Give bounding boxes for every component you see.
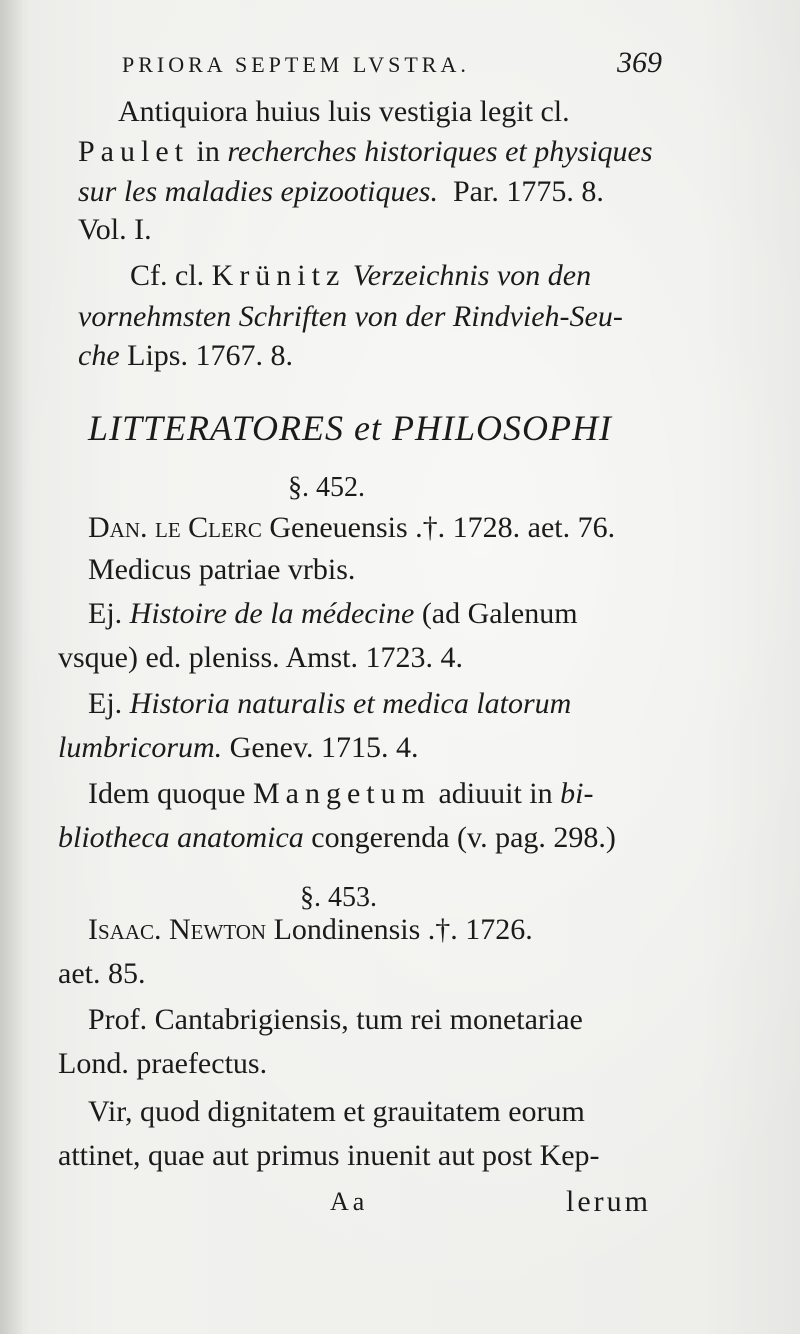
text-segment: Genev. 1715. 4.	[222, 731, 419, 764]
text-line	[58, 1046, 267, 1082]
text-line	[88, 596, 578, 632]
text-segment: Antiquiora huius luis vestigia legit cl.	[118, 95, 570, 128]
text-segment: Cf. cl.	[130, 259, 212, 292]
text-segment: in	[189, 135, 228, 168]
author-name: Paulet	[78, 135, 189, 168]
book-title: bliotheca anatomica	[58, 821, 304, 854]
text-segment: Idem quoque	[88, 777, 253, 810]
text-line	[118, 94, 570, 130]
text-line	[88, 510, 615, 546]
text-segment: congerenda (v. pag. 298.)	[303, 821, 616, 854]
text-segment: attinet, quae aut primus inuenit aut post Kep-	[58, 1139, 600, 1172]
text-segment: Vol. I.	[78, 213, 152, 246]
text-line	[78, 174, 604, 210]
text-segment: adiuuit in	[430, 777, 561, 810]
person-name: Dan. le Clerc	[88, 511, 262, 544]
page-number: 369	[617, 46, 662, 79]
text-line	[88, 1094, 585, 1130]
page-gutter	[0, 0, 22, 1334]
text-segment: Geneuensis .†. 1728. aet. 76.	[261, 511, 616, 544]
running-title: PRIORA SEPTEM LVSTRA.	[122, 52, 470, 77]
text-line	[88, 1002, 583, 1038]
text-line	[78, 134, 653, 170]
text-line	[58, 640, 463, 676]
text-segment: Prof. Cantabrigiensis, tum rei monetariae	[88, 1003, 583, 1036]
book-title: vornehmsten Schriften von der Rindvieh-Seu-	[78, 300, 623, 333]
section-title: LITTERATORES et PHILOSOPHI	[88, 408, 612, 448]
book-title: recherches historiques et physiques	[227, 135, 653, 168]
paragraph-mark: §. 453.	[300, 882, 377, 913]
text-line	[78, 212, 152, 248]
text-line	[88, 686, 571, 722]
text-line	[88, 552, 355, 588]
paragraph-mark: §. 452.	[288, 472, 365, 503]
text-segment: Vir, quod dignitatem et grauitatem eorum	[88, 1095, 585, 1128]
text-segment: Ej.	[88, 687, 130, 720]
person-name: Isaac. Newton	[88, 913, 267, 946]
text-line	[58, 820, 616, 856]
text-segment: Par. 1775. 8.	[438, 175, 604, 208]
text-line	[78, 338, 293, 374]
book-title: sur les maladies epizootiques.	[78, 175, 438, 208]
text-segment	[345, 259, 353, 292]
book-title: Histoire de la médecine	[129, 597, 415, 630]
text-segment: vsque) ed. pleniss. Amst. 1723. 4.	[58, 641, 463, 674]
text-line	[88, 776, 593, 812]
catchword: lerum	[566, 1185, 651, 1218]
text-segment: Lond. praefectus.	[58, 1047, 268, 1080]
running-header	[122, 46, 662, 80]
book-title: che	[78, 339, 120, 372]
person-name: Mangetum	[252, 777, 431, 810]
text-segment: aet. 85.	[58, 957, 146, 990]
author-name: Krünitz	[211, 259, 346, 292]
text-segment: (ad Galenum	[414, 597, 578, 630]
book-title: lumbricorum.	[58, 731, 223, 764]
text-segment: Ej.	[88, 597, 130, 630]
text-segment: Lips. 1767. 8.	[119, 339, 293, 372]
book-title: Historia naturalis et medica latorum	[129, 687, 572, 720]
text-segment: Londinensis .†. 1726.	[266, 913, 533, 946]
signature-mark: Aa	[330, 1187, 369, 1216]
text-line	[88, 912, 533, 948]
text-line	[58, 956, 145, 992]
text-line	[130, 258, 591, 294]
text-segment: Medicus patriae vrbis.	[88, 553, 356, 586]
text-line	[58, 730, 419, 766]
text-line	[78, 299, 623, 335]
text-line	[58, 1138, 600, 1174]
book-title: Verzeichnis von den	[352, 259, 592, 292]
book-title: bi-	[560, 777, 594, 810]
